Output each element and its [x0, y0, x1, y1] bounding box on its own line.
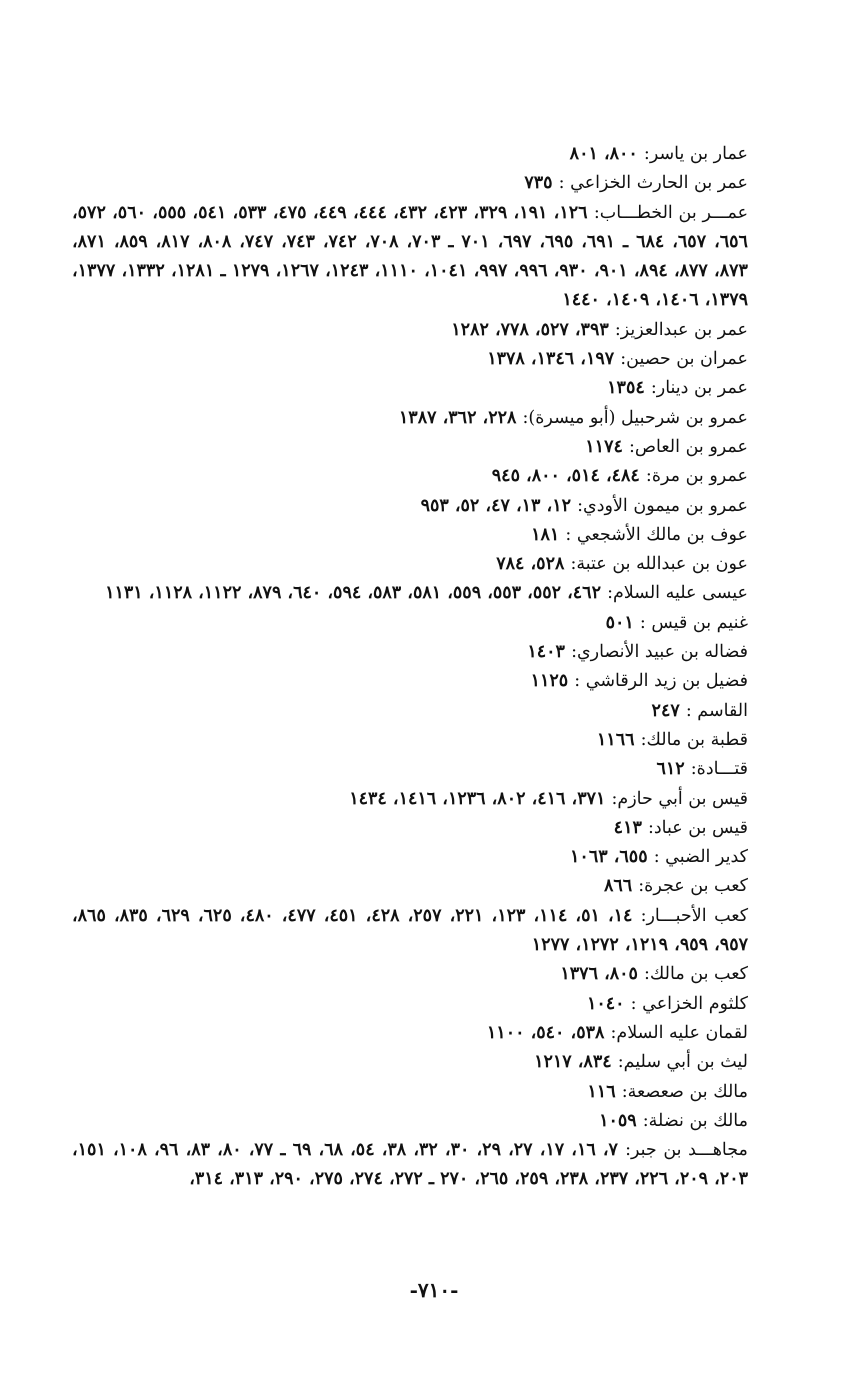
- index-entry: [72, 1078, 748, 1107]
- index-entry: [72, 755, 748, 784]
- entry-page-refs: ١٣٥٤: [607, 378, 645, 399]
- index-entry: [72, 1048, 748, 1077]
- index-entry: [72, 902, 748, 961]
- entry-name: غنيم بن قيس :: [639, 612, 748, 633]
- index-entries: [72, 140, 748, 1195]
- index-entry: [72, 990, 748, 1019]
- entry-name: عون بن عبدالله بن عتبة:: [570, 554, 748, 575]
- entry-name: قيس بن أبي حازم:: [611, 788, 748, 809]
- page-number: -٧١٠-: [409, 1278, 459, 1302]
- entry-page-refs: ١٢٦، ١٩١، ٣٢٩، ٤٢٣، ٤٣٢، ٤٤٤، ٤٤٩، ٤٧٥، ٥٣٣، ٥٤١، ٥٥٥، ٥٦٠، ٥٧٢، ٦٥٦، ٦٥٧، ٦٨٤ ـ ٦٩١، ٦٩٥، ٦٩٧، ٧٠١ ـ ٧٠٣، ٧٠٨، ٧٤٢، ٧٤٣، ٧٤٧، ٨٠٨، ٨١٧، ٨٥٩، ٨٧١، ٨٧٣، ٨٧٧، ٨٩٤، ٩٠١، ٩٣٠، ٩٩٦، ٩٩٧، ١٠٤١، ١١١٠، ١٢٤٣، ١٢٦٧، ١٢٧٩ ـ ١٢٨١، ١٣٣٢، ١٣٧٧، ١٣٧٩، ١٤٠٦، ١٤٠٩، ١٤٤٠: [72, 202, 748, 311]
- entry-page-refs: ١٠٥٩: [599, 1110, 637, 1131]
- index-entry: [72, 1019, 748, 1048]
- entry-name: عمر بن عبدالعزيز:: [614, 319, 748, 340]
- index-entry: [72, 609, 748, 638]
- entry-name: عوف بن مالك الأشجعي :: [565, 524, 748, 545]
- entry-page-refs: ١١٦٦: [596, 729, 635, 750]
- entry-name: فضيل بن زيد الرقاشي :: [574, 671, 748, 692]
- index-entry: [72, 960, 748, 989]
- index-entry: [72, 697, 748, 726]
- entry-page-refs: ٢٢٨، ٣٦٢، ١٣٨٧: [398, 407, 517, 428]
- entry-page-refs: ٢٤٧: [651, 700, 680, 721]
- entry-page-refs: ١٤، ٥١، ١١٤، ١٢٣، ٢٢١، ٢٥٧، ٤٢٨، ٤٥١، ٤٧٧، ٤٨٠، ٦٢٥، ٦٢٩، ٨٣٥، ٨٦٥، ٩٥٧، ٩٥٩، ١٢١٩، ١٢٧٢، ١٢٧٧: [72, 905, 748, 956]
- entry-page-refs: ١١٦: [587, 1081, 616, 1102]
- index-entry: [72, 579, 748, 608]
- entry-name: عمرو بن مرة:: [645, 466, 748, 487]
- entry-name: مجاهـــد بن جبر:: [625, 1140, 748, 1161]
- entry-name: كدير الضبي :: [653, 847, 748, 868]
- entry-page-refs: ٤٨٤، ٥١٤، ٨٠٠، ٩٤٥: [491, 466, 640, 487]
- entry-name: عمران بن حصين:: [620, 349, 748, 370]
- entry-name: عمر بن دينار:: [650, 378, 748, 399]
- entry-page-refs: ١١٢٥: [530, 671, 569, 692]
- index-entry: [72, 1107, 748, 1136]
- entry-page-refs: ٨٠٠، ٨٠١: [569, 144, 638, 164]
- entry-name: قتـــادة:: [690, 759, 748, 780]
- entry-page-refs: ٥٠١: [605, 612, 634, 633]
- index-entry: [72, 843, 748, 872]
- entry-name: عمرو بن شرحبيل (أبو ميسرة):: [522, 407, 748, 428]
- entry-name: عمرو بن العاص:: [628, 436, 748, 457]
- index-entry: [72, 550, 748, 579]
- entry-name: عيسى عليه السلام:: [607, 583, 748, 604]
- index-entry: [72, 345, 748, 374]
- entry-name: مالك بن صعصعة:: [621, 1081, 748, 1102]
- entry-name: كعب الأحبـــار:: [640, 905, 749, 926]
- index-entry: [72, 726, 748, 755]
- index-entry: [72, 521, 748, 550]
- index-entry: [72, 638, 748, 667]
- index-entry: [72, 492, 748, 521]
- index-entry: [72, 199, 748, 316]
- entry-page-refs: ١٩٧، ١٣٤٦، ١٣٧٨: [487, 349, 615, 370]
- entry-page-refs: ٥٣٨، ٥٤٠، ١١٠٠: [486, 1022, 605, 1043]
- entry-page-refs: ١٠٤٠: [586, 993, 625, 1014]
- index-entry: [72, 374, 748, 403]
- entry-page-refs: ٤١٣: [613, 817, 642, 838]
- index-entry: [72, 140, 748, 169]
- entry-name: قيس بن عباد:: [647, 817, 748, 838]
- entry-page-refs: ٨٣٤، ١٢١٧: [534, 1052, 612, 1073]
- entry-name: ليث بن أبي سليم:: [617, 1052, 748, 1073]
- entry-page-refs: ٧، ١٦، ١٧، ٢٧، ٢٩، ٣٠، ٣٢، ٣٨، ٥٤، ٦٨، ٦٩ ـ ٧٧، ٨٠، ٨٣، ٩٦، ١٠٨، ١٥١، ٢٠٣، ٢٠٩، ٢٢٦، ٢٣٧، ٢٣٨، ٢٥٩، ٢٦٥، ٢٧٠ ـ ٢٧٢، ٢٧٤، ٢٧٥، ٢٩٠، ٣١٣، ٣١٤،: [72, 1140, 748, 1190]
- index-entry: [72, 667, 748, 696]
- entry-name: القاسم :: [685, 700, 748, 721]
- entry-page-refs: ٧٣٥: [524, 173, 553, 194]
- index-entry: [72, 433, 748, 462]
- index-entry: [72, 785, 748, 814]
- entry-name: لقمان عليه السلام:: [610, 1022, 748, 1043]
- index-entry: [72, 316, 748, 345]
- entry-page-refs: ١٢، ١٣، ٤٧، ٥٢، ٩٥٣: [420, 495, 572, 516]
- entry-name: فضاله بن عبيد الأنصاري:: [571, 642, 748, 663]
- index-entry: [72, 872, 748, 901]
- entry-name: عمرو بن ميمون الأودي:: [577, 495, 748, 516]
- entry-name: كعب بن مالك:: [644, 964, 748, 985]
- entry-page-refs: ٥٢٨، ٧٨٤: [496, 554, 565, 575]
- index-entry: [72, 169, 748, 198]
- entry-page-refs: ٣٩٣، ٥٢٧، ٧٧٨، ١٢٨٢: [451, 319, 609, 340]
- index-entry: [72, 404, 748, 433]
- entry-page-refs: ٨٠٥، ١٣٧٦: [560, 964, 638, 985]
- entry-name: عمر بن الحارث الخزاعي :: [558, 173, 748, 194]
- index-entry: [72, 1136, 748, 1195]
- entry-name: قطبة بن مالك:: [640, 729, 748, 750]
- entry-page-refs: ٦١٢: [656, 759, 685, 780]
- entry-page-refs: ٨٦٦: [603, 876, 633, 897]
- entry-page-refs: ٦٥٥، ١٠٦٣: [570, 847, 648, 868]
- entry-page-refs: ١٨١: [531, 524, 560, 545]
- entry-name: عمار بن ياسر:: [643, 144, 748, 164]
- entry-page-refs: ١٤٠٣: [527, 642, 565, 663]
- index-entry: [72, 814, 748, 843]
- entry-page-refs: ١١٧٤: [585, 436, 623, 457]
- entry-name: كعب بن عجرة:: [638, 876, 748, 897]
- entry-name: عمـــر بن الخطـــاب:: [593, 202, 749, 223]
- entry-page-refs: ٤٦٢، ٥٥٢، ٥٥٣، ٥٥٩، ٥٨١، ٥٨٣، ٥٩٤، ٦٤٠، ٨٧٩، ١١٢٢، ١١٢٨، ١١٣١: [105, 583, 601, 604]
- entry-name: كلثوم الخزاعي :: [630, 993, 748, 1014]
- entry-page-refs: ٣٧١، ٤١٦، ٨٠٢، ١٢٣٦، ١٤١٦، ١٤٣٤: [349, 788, 606, 809]
- entry-name: مالك بن نضلة:: [642, 1110, 748, 1131]
- index-entry: [72, 462, 748, 491]
